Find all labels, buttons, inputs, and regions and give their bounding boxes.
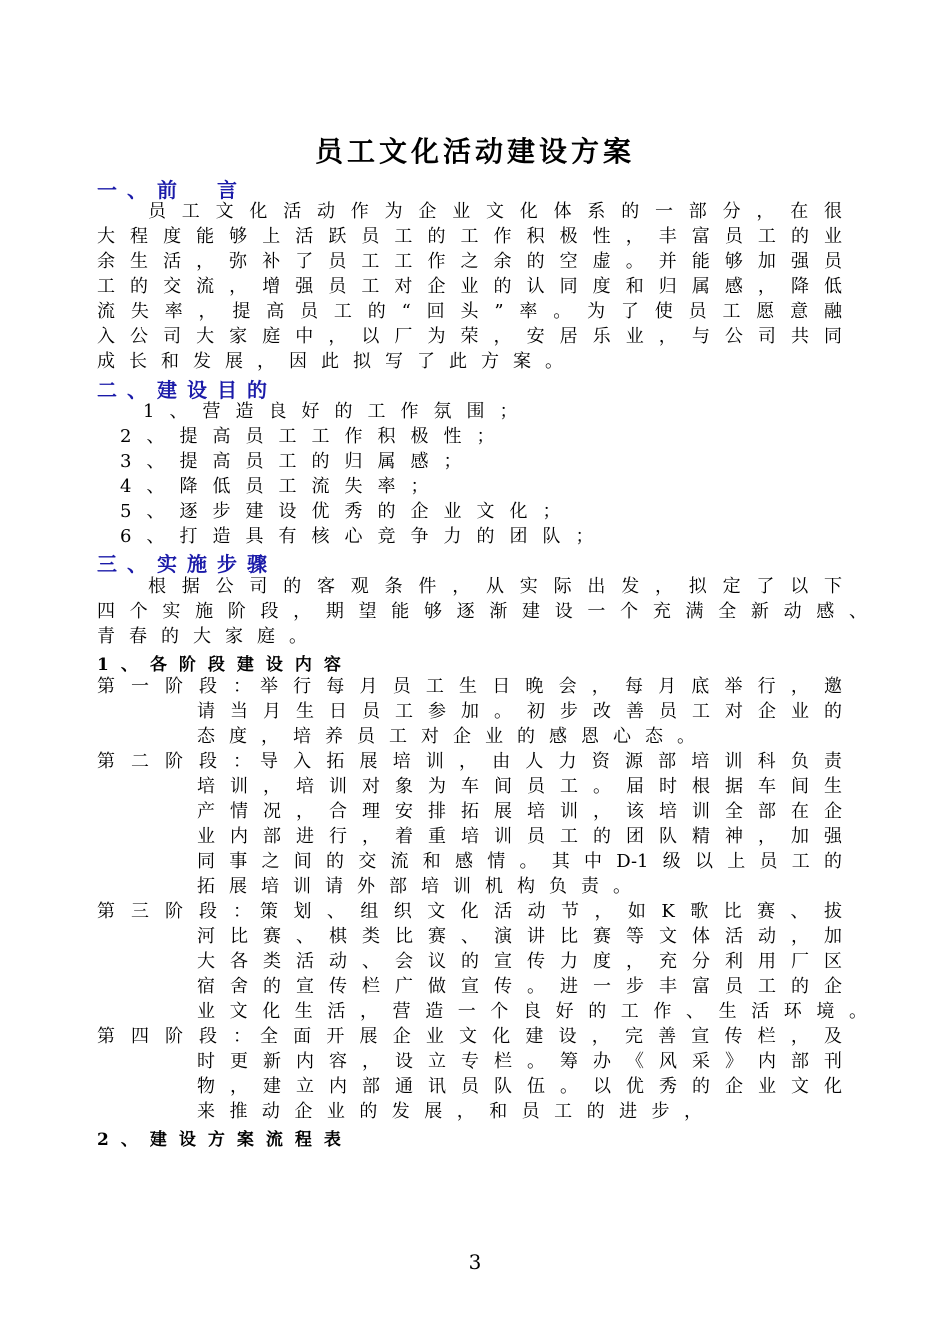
stage-text: 时更新内容，设立专栏。筹办《风采》内部刊 [197,1051,842,1072]
stage-text: 物，建立内部通讯员队伍。以优秀的企业文化 [197,1076,842,1097]
paragraph-line: 大程度能够上活跃员工的工作积极性，丰富员工的业 [97,226,842,247]
section-heading-goals: 二、建设目的 [97,378,277,402]
stage-text: 导入拓展培训，由人力资源部培训科负责 [260,751,842,772]
paragraph-line: 根据公司的客观条件，从实际出发，拟定了以下 [148,576,842,597]
paragraph-line: 青春的大家庭。 [97,626,321,647]
paragraph-line: 工的交流，增强员工对企业的认同度和归属感，降低 [97,276,842,297]
paragraph-line: 余生活，弥补了员工工作之余的空虚。并能够加强员 [97,251,842,272]
stage-label: 第三阶段： [97,901,267,922]
stage-text: 拓展培训请外部培训机构负责。 [197,876,645,897]
page-number: 3 [468,1250,482,1274]
stage-text: 全面开展企业文化建设，完善宣传栏，及 [260,1026,842,1047]
stage-text: 培训，培训对象为车间员工。届时根据车间生 [197,776,842,797]
paragraph-line: 流失率，提高员工的“回头”率。为了使员工愿意融 [97,301,842,322]
paragraph-line: 入公司大家庭中，以厂为荣，安居乐业，与公司共同 [97,326,842,347]
paragraph-line: 四个实施阶段，期望能够逐渐建设一个充满全新动感、 [97,601,867,622]
goal-item: 2、提高员工工作积极性； [120,426,510,447]
goal-item: 3、提高员工的归属感； [120,451,477,472]
stage-label: 第二阶段： [97,751,267,772]
goal-item: 5、逐步建设优秀的企业文化； [120,501,576,522]
goal-item: 4、降低员工流失率； [120,476,444,497]
subsection-heading-stages: 1、各阶段建设内容 [97,655,353,675]
document-title: 员工文化活动建设方案 [314,135,635,168]
stage-text: 业文化生活，营造一个良好的工作、生活环境。 [197,1001,867,1022]
paragraph-line: 成长和发展，因此拟写了此方案。 [97,351,577,372]
stage-text: 河比赛、棋类比赛、演讲比赛等文体活动，加 [197,926,842,947]
stage-text: 态度，培养员工对企业的感恩心态。 [197,726,709,747]
section-heading-preface: 一、前 言 [97,178,247,202]
paragraph-line: 员工文化活动作为企业文化体系的一部分，在很 [148,201,842,222]
goal-item: 1、营造良好的工作氛围； [143,401,533,422]
stage-text: 请当月生日员工参加。初步改善员工对企业的 [197,701,842,722]
stage-label: 第一阶段： [97,676,267,697]
stage-text: 宿舍的宣传栏广做宣传。进一步丰富员工的企 [197,976,842,997]
stage-text: 同事之间的交流和感情。其中D-1级以上员工的 [197,851,842,872]
subsection-heading-flowchart: 2、建设方案流程表 [97,1130,353,1150]
stage-text: 来推动企业的发展，和员工的进步， [197,1101,702,1122]
stage-text: 大各类活动、会议的宣传力度，充分利用厂区 [197,951,842,972]
stage-text: 业内部进行，着重培训员工的团队精神，加强 [197,826,842,847]
stage-text: 产情况，合理安排拓展培训，该培训全部在企 [197,801,842,822]
stage-text: 策划、组织文化活动节，如K歌比赛、拔 [260,901,842,922]
stage-label: 第四阶段： [97,1026,267,1047]
goal-item: 6、打造具有核心竞争力的团队； [120,526,609,547]
stage-text: 举行每月员工生日晚会，每月底举行，邀 [260,676,842,697]
section-heading-steps: 三、实施步骤 [97,552,277,576]
